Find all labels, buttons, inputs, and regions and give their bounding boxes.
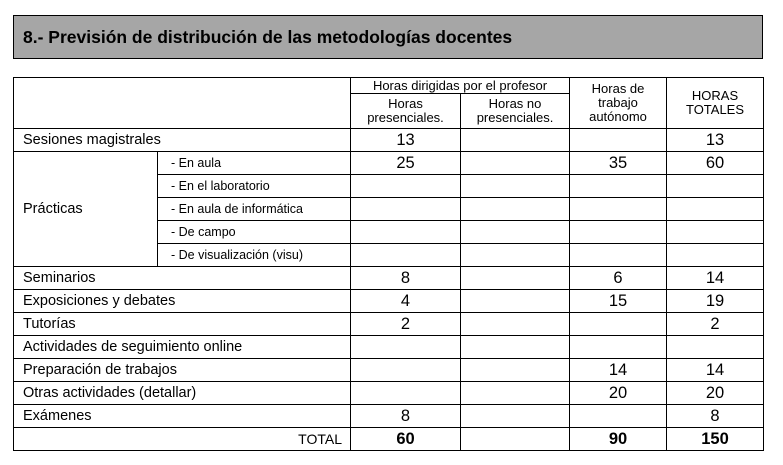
cell-totales: 2 xyxy=(667,313,764,336)
header-dirigidas: Horas dirigidas por el profesor xyxy=(351,78,570,94)
table-row xyxy=(14,152,764,175)
row-label: Otras actividades (detallar) xyxy=(14,382,351,405)
header-row-1 xyxy=(14,78,764,94)
cell-presenciales xyxy=(351,175,461,198)
cell-no-presenciales xyxy=(461,359,570,382)
subrow-label: - En aula xyxy=(158,152,351,175)
cell-totales: 14 xyxy=(667,359,764,382)
cell-no-presenciales xyxy=(461,267,570,290)
cell-autonomo xyxy=(570,221,667,244)
cell-no-presenciales xyxy=(461,221,570,244)
total-totales: 150 xyxy=(667,428,764,451)
cell-totales xyxy=(667,221,764,244)
cell-no-presenciales xyxy=(461,198,570,221)
row-label: Exámenes xyxy=(14,405,351,428)
header-no-presenciales: Horas no presenciales. xyxy=(461,94,570,129)
table-row xyxy=(14,336,764,359)
cell-autonomo xyxy=(570,198,667,221)
row-label: Sesiones magistrales xyxy=(14,129,351,152)
cell-no-presenciales xyxy=(461,382,570,405)
cell-no-presenciales xyxy=(461,129,570,152)
table-row xyxy=(14,313,764,336)
cell-totales: 13 xyxy=(667,129,764,152)
cell-no-presenciales xyxy=(461,175,570,198)
row-label: Actividades de seguimiento online xyxy=(14,336,351,359)
cell-presenciales: 25 xyxy=(351,152,461,175)
cell-autonomo: 6 xyxy=(570,267,667,290)
subrow-label: - En el laboratorio xyxy=(158,175,351,198)
cell-presenciales: 8 xyxy=(351,405,461,428)
cell-presenciales xyxy=(351,382,461,405)
row-label: Seminarios xyxy=(14,267,351,290)
cell-presenciales: 4 xyxy=(351,290,461,313)
cell-presenciales xyxy=(351,359,461,382)
total-row xyxy=(14,428,764,451)
cell-totales xyxy=(667,336,764,359)
cell-presenciales: 8 xyxy=(351,267,461,290)
row-label: Preparación de trabajos xyxy=(14,359,351,382)
table-row xyxy=(14,290,764,313)
cell-no-presenciales xyxy=(461,244,570,267)
cell-no-presenciales xyxy=(461,336,570,359)
section-title-bar xyxy=(13,15,763,59)
section-title: 8.- Previsión de distribución de las metodologías docentes xyxy=(23,27,513,47)
cell-no-presenciales xyxy=(461,405,570,428)
cell-totales: 8 xyxy=(667,405,764,428)
cell-presenciales xyxy=(351,244,461,267)
cell-totales: 19 xyxy=(667,290,764,313)
total-autonomo: 90 xyxy=(570,428,667,451)
subrow-label: - De visualización (visu) xyxy=(158,244,351,267)
cell-totales: 14 xyxy=(667,267,764,290)
header-autonomo: Horas de trabajo autónomo xyxy=(570,78,667,129)
cell-autonomo: 20 xyxy=(570,382,667,405)
cell-autonomo: 35 xyxy=(570,152,667,175)
cell-totales: 20 xyxy=(667,382,764,405)
cell-autonomo xyxy=(570,336,667,359)
cell-no-presenciales xyxy=(461,290,570,313)
header-empty-cell xyxy=(14,78,351,129)
total-label: TOTAL xyxy=(14,428,351,451)
row-label: Tutorías xyxy=(14,313,351,336)
cell-presenciales: 2 xyxy=(351,313,461,336)
table-row xyxy=(14,267,764,290)
table-row xyxy=(14,382,764,405)
header-presenciales: Horas presenciales. xyxy=(351,94,461,129)
cell-autonomo: 14 xyxy=(570,359,667,382)
cell-no-presenciales xyxy=(461,152,570,175)
cell-presenciales xyxy=(351,221,461,244)
total-presenciales: 60 xyxy=(351,428,461,451)
cell-presenciales xyxy=(351,336,461,359)
methodology-table xyxy=(13,77,764,451)
cell-autonomo xyxy=(570,175,667,198)
subrow-label: - En aula de informática xyxy=(158,198,351,221)
header-totales: HORAS TOTALES xyxy=(667,78,764,129)
cell-presenciales xyxy=(351,198,461,221)
table-row xyxy=(14,129,764,152)
cell-autonomo xyxy=(570,129,667,152)
cell-presenciales: 13 xyxy=(351,129,461,152)
cell-no-presenciales xyxy=(461,313,570,336)
cell-autonomo xyxy=(570,244,667,267)
cell-totales: 60 xyxy=(667,152,764,175)
table-row xyxy=(14,405,764,428)
table-row xyxy=(14,359,764,382)
cell-autonomo: 15 xyxy=(570,290,667,313)
cell-totales xyxy=(667,244,764,267)
cell-totales xyxy=(667,175,764,198)
total-no-presenciales xyxy=(461,428,570,451)
cell-autonomo xyxy=(570,313,667,336)
subrow-label: - De campo xyxy=(158,221,351,244)
cell-autonomo xyxy=(570,405,667,428)
row-label: Exposiciones y debates xyxy=(14,290,351,313)
practicas-label: Prácticas xyxy=(14,152,158,267)
cell-totales xyxy=(667,198,764,221)
